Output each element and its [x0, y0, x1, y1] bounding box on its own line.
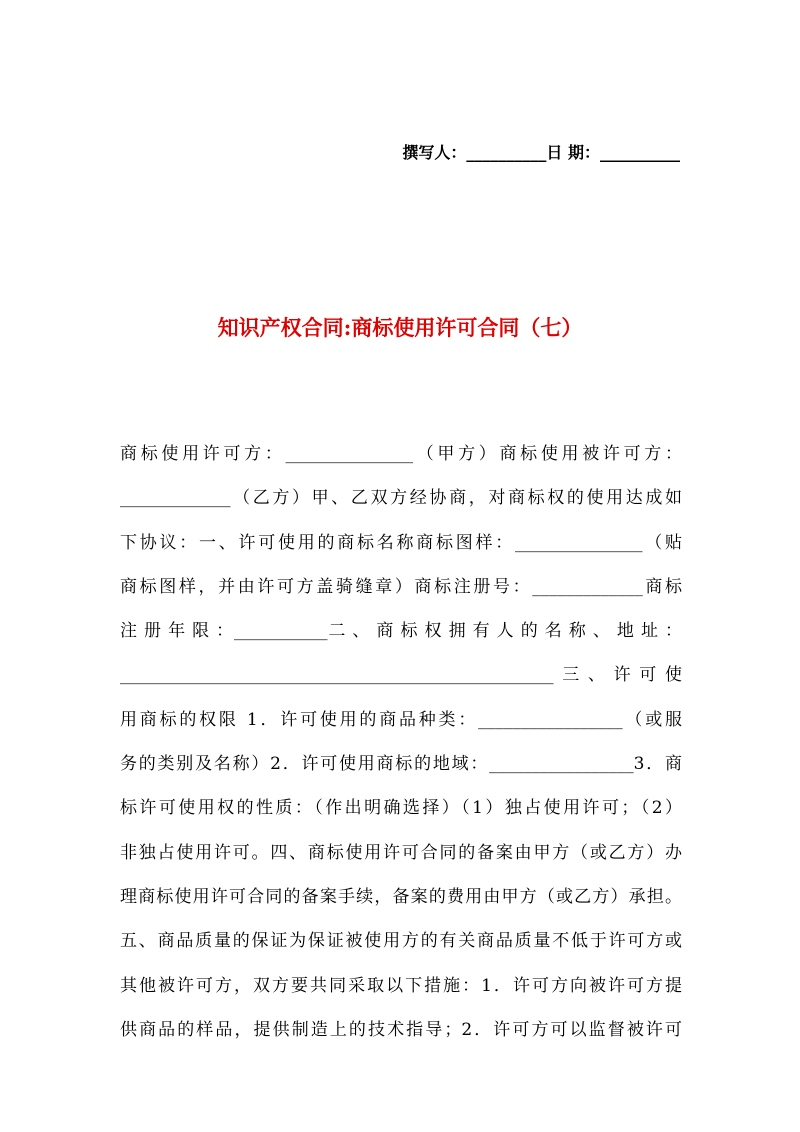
document-title: 知识产权合同:商标使用许可合同（七）	[217, 315, 583, 340]
body-line: 用商标的权限 1．许可使用的商品种类：_________________（或服	[120, 709, 682, 730]
body-line: 注 册 年 限 ：___________二 、 商 标 权 拥 有 人 的 名 称 、 地 址 ：	[120, 621, 682, 642]
body-line: 其他被许可方，双方要共同采取以下措施：1．许可方向被许可方提	[120, 975, 682, 996]
body-line: 商标图样，并由许可方盖骑缝章）商标注册号：_____________商标	[120, 576, 682, 597]
body-line: _____________（乙方）甲、乙双方经协商，对商标权的使用达成如	[120, 488, 682, 509]
header-signature-line	[402, 140, 680, 163]
body-line: 非独占使用许可。四、商标使用许可合同的备案由甲方（或乙方）办	[120, 842, 682, 863]
author-blank: __________	[466, 143, 547, 162]
body-line: 五、商品质量的保证为保证被使用方的有关商品质量不低于许可方或	[120, 931, 682, 952]
body-line: 下协议：一、许可使用的商标名称商标图样：_______________（贴	[120, 532, 682, 553]
contract-body	[120, 432, 682, 1052]
body-line: 商标使用许可方：_______________（甲方）商标使用被许可方：	[120, 444, 682, 464]
body-line: 供商品的样品，提供制造上的技术指导；2．许可方可以监督被许可	[120, 1019, 682, 1040]
date-blank: __________	[600, 143, 680, 162]
body-line: 标许可使用权的性质：（作出明确选择）（1）独占使用许可；（2）	[120, 798, 682, 819]
body-line: 理商标使用许可合同的备案手续，备案的费用由甲方（或乙方）承担。	[120, 886, 682, 907]
body-line: ___________________________________________________三、许可使	[120, 665, 682, 686]
body-line: 务的类别及名称）2．许可使用商标的地域：_________________3．商	[120, 754, 682, 775]
author-label: 撰写人：	[402, 143, 467, 162]
date-label: 日 期：	[546, 143, 600, 162]
